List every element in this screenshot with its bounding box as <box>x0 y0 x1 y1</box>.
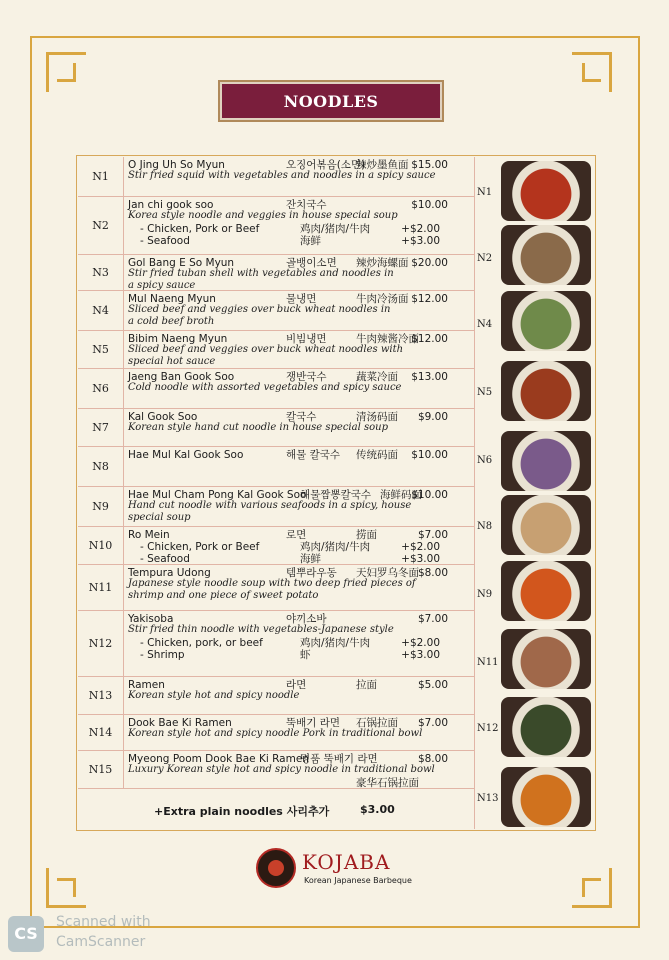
item-description: Stir fried thin noodle with vegetables-Japanese style <box>128 624 394 635</box>
item-code-text: N1 <box>92 170 109 183</box>
item-korean: 골뱅이소면 <box>286 257 337 269</box>
item-chinese: 捞面 <box>356 529 377 541</box>
item-price: $8.00 <box>417 753 448 765</box>
item-code-text: N14 <box>88 726 113 739</box>
item-code <box>78 255 124 290</box>
photo-code: N13 <box>477 793 499 804</box>
item-code <box>78 291 124 330</box>
photo-code: N11 <box>477 657 499 668</box>
photo-code: N1 <box>477 187 493 198</box>
item-price: $10.00 <box>411 199 448 211</box>
item-name: Tempura Udong <box>128 567 211 579</box>
menu-item-row <box>78 255 474 291</box>
item-name: Dook Bae Ki Ramen <box>128 717 232 729</box>
photo-code: N12 <box>477 723 499 734</box>
photo-code: N9 <box>477 589 493 600</box>
item-description: Korea style noodle and veggies in house special soup <box>128 210 398 221</box>
item-option <box>128 649 470 661</box>
photo-code: N6 <box>477 455 493 466</box>
logo-icon <box>256 848 296 888</box>
dish-photo <box>501 561 591 621</box>
item-code <box>78 565 124 610</box>
item-code-text: N11 <box>88 581 113 594</box>
item-korean: 뚝배기 라면 <box>286 717 341 729</box>
item-code-text: N13 <box>88 689 113 702</box>
menu-item-row <box>78 331 474 369</box>
option-price: +$2.00 <box>401 223 440 235</box>
item-name: Jan chi gook soo <box>128 199 214 211</box>
item-option <box>128 541 470 553</box>
item-code <box>78 611 124 676</box>
option-price: +$3.00 <box>401 553 440 565</box>
item-title-line <box>128 449 470 461</box>
item-code <box>78 331 124 368</box>
dish-photo <box>501 767 591 827</box>
extra-price: $3.00 <box>360 803 395 816</box>
item-content <box>128 159 470 183</box>
menu-item-row <box>78 197 474 255</box>
item-korean: 야끼소바 <box>286 613 327 625</box>
item-korean: 라면 <box>286 679 307 691</box>
item-code <box>78 197 124 254</box>
item-chinese: 辣炒墨鱼面 <box>356 159 409 171</box>
item-korean: 해물 칼국수 <box>286 449 341 461</box>
item-chinese: 牛肉冷汤面 <box>356 293 409 305</box>
item-content <box>128 411 470 435</box>
item-chinese-line <box>128 777 470 789</box>
extra-noodles <box>154 803 395 819</box>
option-name: - Chicken, Pork or Beef <box>140 541 260 553</box>
item-name: Jaeng Ban Gook Soo <box>128 371 235 383</box>
item-code-text: N6 <box>92 382 109 395</box>
item-name: Myeong Poom Dook Bae Ki Ramen <box>128 753 309 765</box>
scanner-line2: CamScanner <box>56 934 146 950</box>
item-code-text: N3 <box>92 266 109 279</box>
dish-photo <box>501 291 591 351</box>
item-chinese: 辣炒海螺面 <box>356 257 409 269</box>
option-chinese: 海鲜 <box>300 553 321 565</box>
corner-ornament <box>572 868 612 908</box>
item-price: $5.00 <box>417 679 448 691</box>
item-content <box>128 333 470 369</box>
item-content <box>128 257 470 293</box>
item-description: a spicy sauce <box>128 280 196 291</box>
item-description: Japanese style noodle soup with two deep fried pieces of <box>128 578 416 589</box>
item-price: $10.00 <box>411 449 448 461</box>
brand-logo <box>256 848 416 894</box>
option-chinese: 海鲜 <box>300 235 321 247</box>
item-code <box>78 715 124 750</box>
item-code-text: N5 <box>92 343 109 356</box>
menu-item-row <box>78 611 474 677</box>
item-content <box>128 449 470 461</box>
item-content <box>128 567 470 603</box>
item-korean: 오징어볶음(소면) <box>286 159 366 171</box>
item-korean: 로면 <box>286 529 307 541</box>
item-chinese: 蔬菜冷面 <box>356 371 398 383</box>
item-name: Kal Gook Soo <box>128 411 198 423</box>
item-option <box>128 637 470 649</box>
item-code <box>78 751 124 788</box>
item-option <box>128 223 470 235</box>
option-name: - Seafood <box>140 235 190 247</box>
item-code-text: N2 <box>92 219 109 232</box>
menu-item-row <box>78 487 474 527</box>
item-name: Mul Naeng Myun <box>128 293 216 305</box>
brand-tagline: Korean Japanese Barbeque <box>304 876 412 885</box>
option-chinese: 鸡肉/猪肉/牛肉 <box>300 223 371 235</box>
option-name: - Seafood <box>140 553 190 565</box>
item-name: Hae Mul Cham Pong Kal Gook Soo <box>128 489 307 501</box>
option-price: +$3.00 <box>401 649 440 661</box>
item-korean: 비빔냉면 <box>286 333 327 345</box>
option-chinese: 虾 <box>300 649 311 661</box>
item-description: a cold beef broth <box>128 316 215 327</box>
item-description: Hand cut noodle with various seafoods in a spicy, house <box>128 500 412 511</box>
item-code <box>78 527 124 564</box>
item-chinese: 石锅拉面 <box>356 717 398 729</box>
menu-item-row <box>78 565 474 611</box>
item-name: Ro Mein <box>128 529 170 541</box>
item-chinese: 传统码面 <box>356 449 398 461</box>
item-price: $12.00 <box>411 333 448 345</box>
item-code <box>78 677 124 714</box>
option-chinese: 鸡肉/猪肉/牛肉 <box>300 541 371 553</box>
item-korean: 칼국수 <box>286 411 317 423</box>
photo-code: N2 <box>477 253 493 264</box>
item-description: Cold noodle with assorted vegetables and spicy sauce <box>128 382 402 393</box>
item-chinese: 清汤码面 <box>356 411 398 423</box>
dish-photo <box>501 361 591 421</box>
item-description: special soup <box>128 512 191 523</box>
item-price: $7.00 <box>417 613 448 625</box>
item-description: Luxury Korean style hot and spicy noodle in traditional bowl <box>128 764 435 775</box>
item-chinese: 海鲜码面 <box>380 489 422 501</box>
item-code-text: N8 <box>92 460 109 473</box>
menu-item-row <box>78 751 474 789</box>
option-name: - Chicken, pork, or beef <box>140 637 263 649</box>
item-price: $9.00 <box>417 411 448 423</box>
item-chinese: 豪华石锅拉面 <box>356 777 419 789</box>
option-chinese: 鸡肉/猪肉/牛肉 <box>300 637 371 649</box>
dish-photo <box>501 629 591 689</box>
menu-item-row <box>78 527 474 565</box>
item-price: $10.00 <box>411 489 448 501</box>
section-title: NOODLES <box>283 91 379 111</box>
item-option <box>128 235 470 247</box>
menu-item-row <box>78 157 474 197</box>
item-description: Korean style hand cut noodle in house special soup <box>128 422 388 433</box>
item-content <box>128 679 470 703</box>
menu-item-row <box>78 369 474 409</box>
item-price: $15.00 <box>411 159 448 171</box>
item-code-text: N4 <box>92 304 109 317</box>
option-price: +$3.00 <box>401 235 440 247</box>
item-korean: 쟁반국수 <box>286 371 327 383</box>
item-description: Stir fried squid with vegetables and noodles in a spicy sauce <box>128 170 436 181</box>
item-korean: 해물짬뽕칼국수 <box>300 489 372 501</box>
item-content <box>128 529 470 565</box>
item-code <box>78 487 124 526</box>
item-price: $8.00 <box>417 567 448 579</box>
item-korean: 템뿌라우동 <box>286 567 337 579</box>
corner-ornament <box>46 868 86 908</box>
menu-item-row <box>78 447 474 487</box>
item-name: O Jing Uh So Myun <box>128 159 225 171</box>
item-code <box>78 409 124 446</box>
item-content <box>128 717 470 741</box>
dish-photo <box>501 431 591 491</box>
brand-name: KOJABA <box>302 850 391 874</box>
item-code <box>78 157 124 196</box>
photo-column <box>474 157 595 829</box>
item-content <box>128 753 470 789</box>
item-name: Bibim Naeng Myun <box>128 333 228 345</box>
option-price: +$2.00 <box>401 541 440 553</box>
item-chinese: 天妇罗乌冬面 <box>356 567 419 579</box>
item-name: Gol Bang E So Myun <box>128 257 235 269</box>
scanner-line1: Scanned with <box>56 914 151 930</box>
item-code-text: N9 <box>92 500 109 513</box>
item-chinese: 拉面 <box>356 679 377 691</box>
item-name: Hae Mul Kal Gook Soo <box>128 449 244 461</box>
item-content <box>128 199 470 247</box>
item-content <box>128 371 470 395</box>
dish-photo <box>501 161 591 221</box>
item-code-text: N12 <box>88 637 113 650</box>
menu-item-row <box>78 291 474 331</box>
corner-ornament <box>572 52 612 92</box>
item-price: $7.00 <box>417 717 448 729</box>
item-title-line <box>128 529 470 541</box>
item-code-text: N15 <box>88 763 113 776</box>
item-description: Stir fried tuban shell with vegetables and noodles in <box>128 268 394 279</box>
item-content <box>128 293 470 329</box>
item-content <box>128 489 470 525</box>
item-price: $20.00 <box>411 257 448 269</box>
menu-item-row <box>78 677 474 715</box>
menu-item-row <box>78 409 474 447</box>
item-description: Sliced beef and veggies over buck wheat noodles in <box>128 304 391 315</box>
item-price: $13.00 <box>411 371 448 383</box>
extra-label: +Extra plain noodles 사리추가 <box>154 805 330 818</box>
item-code <box>78 447 124 486</box>
corner-ornament <box>46 52 86 92</box>
dish-photo <box>501 495 591 555</box>
item-code-text: N7 <box>92 421 109 434</box>
option-name: - Shrimp <box>140 649 185 661</box>
item-description: special hot sauce <box>128 356 216 367</box>
camscanner-icon: CS <box>8 916 44 952</box>
option-name: - Chicken, Pork or Beef <box>140 223 260 235</box>
menu-item-row <box>78 715 474 751</box>
item-chinese: 牛肉辣酱冷面 <box>356 333 419 345</box>
item-description: Sliced beef and veggies over buck wheat noodles with <box>128 344 404 355</box>
photo-code: N8 <box>477 521 493 532</box>
item-description: Korean style hot and spicy noodle Pork in traditional bowl <box>128 728 423 739</box>
item-option <box>128 553 470 565</box>
dish-photo <box>501 697 591 757</box>
photo-code: N5 <box>477 387 493 398</box>
item-price: $12.00 <box>411 293 448 305</box>
dish-photo <box>501 225 591 285</box>
scanner-watermark <box>0 912 200 960</box>
item-description: Korean style hot and spicy noodle <box>128 690 300 701</box>
photo-code: N4 <box>477 319 493 330</box>
item-price: $7.00 <box>417 529 448 541</box>
option-price: +$2.00 <box>401 637 440 649</box>
item-code <box>78 369 124 408</box>
item-name: Ramen <box>128 679 165 691</box>
item-name: Yakisoba <box>128 613 174 625</box>
item-korean: 잔치국수 <box>286 199 327 211</box>
item-content <box>128 613 470 661</box>
item-code-text: N10 <box>88 539 113 552</box>
item-description: shrimp and one piece of sweet potato <box>128 590 319 601</box>
section-title-banner <box>218 80 444 122</box>
item-korean: 물냉면 <box>286 293 317 305</box>
item-korean: 명품 뚝배기 라면 <box>300 753 378 765</box>
